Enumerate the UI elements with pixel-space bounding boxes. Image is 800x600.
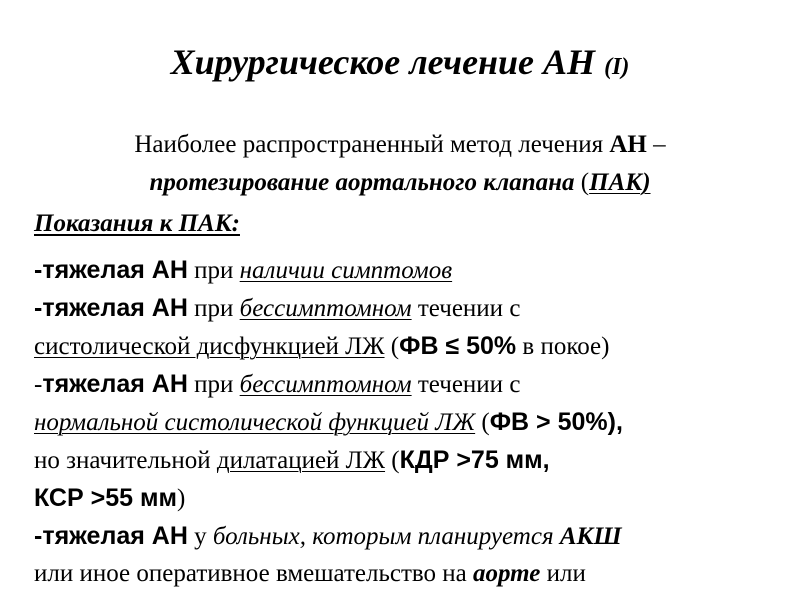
item4-line2-bold-italic: аорте bbox=[472, 560, 541, 587]
indication-item-2-line-1 bbox=[34, 289, 520, 328]
item3-rest: течении с bbox=[411, 371, 521, 398]
intro-line-2 bbox=[0, 164, 800, 202]
item3-dash: - bbox=[34, 371, 43, 398]
item3-line4-bold: КСР >55 мм bbox=[34, 484, 177, 512]
item1-mid: при bbox=[187, 257, 240, 284]
slide-title bbox=[0, 38, 800, 91]
indication-item-3-line-4 bbox=[34, 479, 185, 518]
item2-line2-bold: ФВ ≤ 50% bbox=[399, 332, 517, 360]
intro-abbr: ПАК) bbox=[589, 169, 651, 196]
indications-heading-text: Показания к ПАК: bbox=[34, 210, 240, 237]
indication-item-2-line-2 bbox=[34, 327, 609, 366]
slide-title-suffix: (I) bbox=[604, 54, 630, 80]
item3-line3-underlined: дилатацией ЛЖ bbox=[216, 447, 386, 474]
item4-line2-rest: или bbox=[540, 560, 586, 587]
indication-item-4-line-1 bbox=[34, 517, 622, 556]
item1-prefix: -тяжелая АН bbox=[34, 256, 188, 284]
slide-title-main: Хирургическое лечение АН bbox=[170, 42, 596, 82]
intro-paren: ( bbox=[574, 169, 590, 196]
item3-prefix: тяжелая АН bbox=[42, 370, 188, 398]
item4-prefix: -тяжелая АН bbox=[34, 522, 188, 550]
item3-underlined: бессимптомном bbox=[239, 371, 412, 398]
indication-item-1 bbox=[34, 251, 452, 290]
item4-mid: у bbox=[187, 523, 213, 550]
item2-underlined: бессимптомном bbox=[239, 295, 412, 322]
item3-line4-close: ) bbox=[176, 485, 186, 512]
item4-italic: больных, которым планируется bbox=[212, 523, 560, 550]
item2-mid: при bbox=[187, 295, 240, 322]
item3-line3-bold: КДР >75 мм, bbox=[399, 446, 550, 474]
intro-an: АН bbox=[609, 131, 647, 158]
indication-item-3-line-3 bbox=[34, 441, 550, 480]
item3-line3-paren: ( bbox=[385, 447, 400, 474]
item2-line2-rest: в покое) bbox=[516, 333, 610, 360]
item2-line2-underlined: систолической дисфункцией ЛЖ bbox=[34, 333, 385, 360]
item2-rest: течении с bbox=[411, 295, 521, 322]
intro-text: Наиболее распространенный метод лечения bbox=[134, 131, 610, 158]
item4-bold-italic: АКШ bbox=[559, 523, 622, 550]
intro-dash: – bbox=[646, 131, 666, 158]
indications-heading bbox=[34, 205, 240, 243]
indication-item-3-line-2 bbox=[34, 403, 623, 442]
intro-line-1 bbox=[0, 126, 800, 164]
indication-item-3-line-1 bbox=[34, 365, 520, 404]
item3-line2-bold: ФВ > 50%), bbox=[489, 408, 623, 436]
indication-item-4-line-2 bbox=[34, 555, 586, 593]
item3-line3-text: но значительной bbox=[34, 447, 217, 474]
item3-mid: при bbox=[187, 371, 240, 398]
item1-underlined: наличии симптомов bbox=[239, 257, 453, 284]
item3-line2-underlined: нормальной систолической функцией ЛЖ bbox=[34, 409, 476, 436]
item4-line2-text: или иное оперативное вмешательство на bbox=[34, 560, 473, 587]
item3-line2-paren: ( bbox=[475, 409, 490, 436]
intro-method: протезирование аортального клапана bbox=[149, 169, 575, 196]
item2-prefix: -тяжелая АН bbox=[34, 294, 188, 322]
item2-line2-paren: ( bbox=[384, 333, 400, 360]
